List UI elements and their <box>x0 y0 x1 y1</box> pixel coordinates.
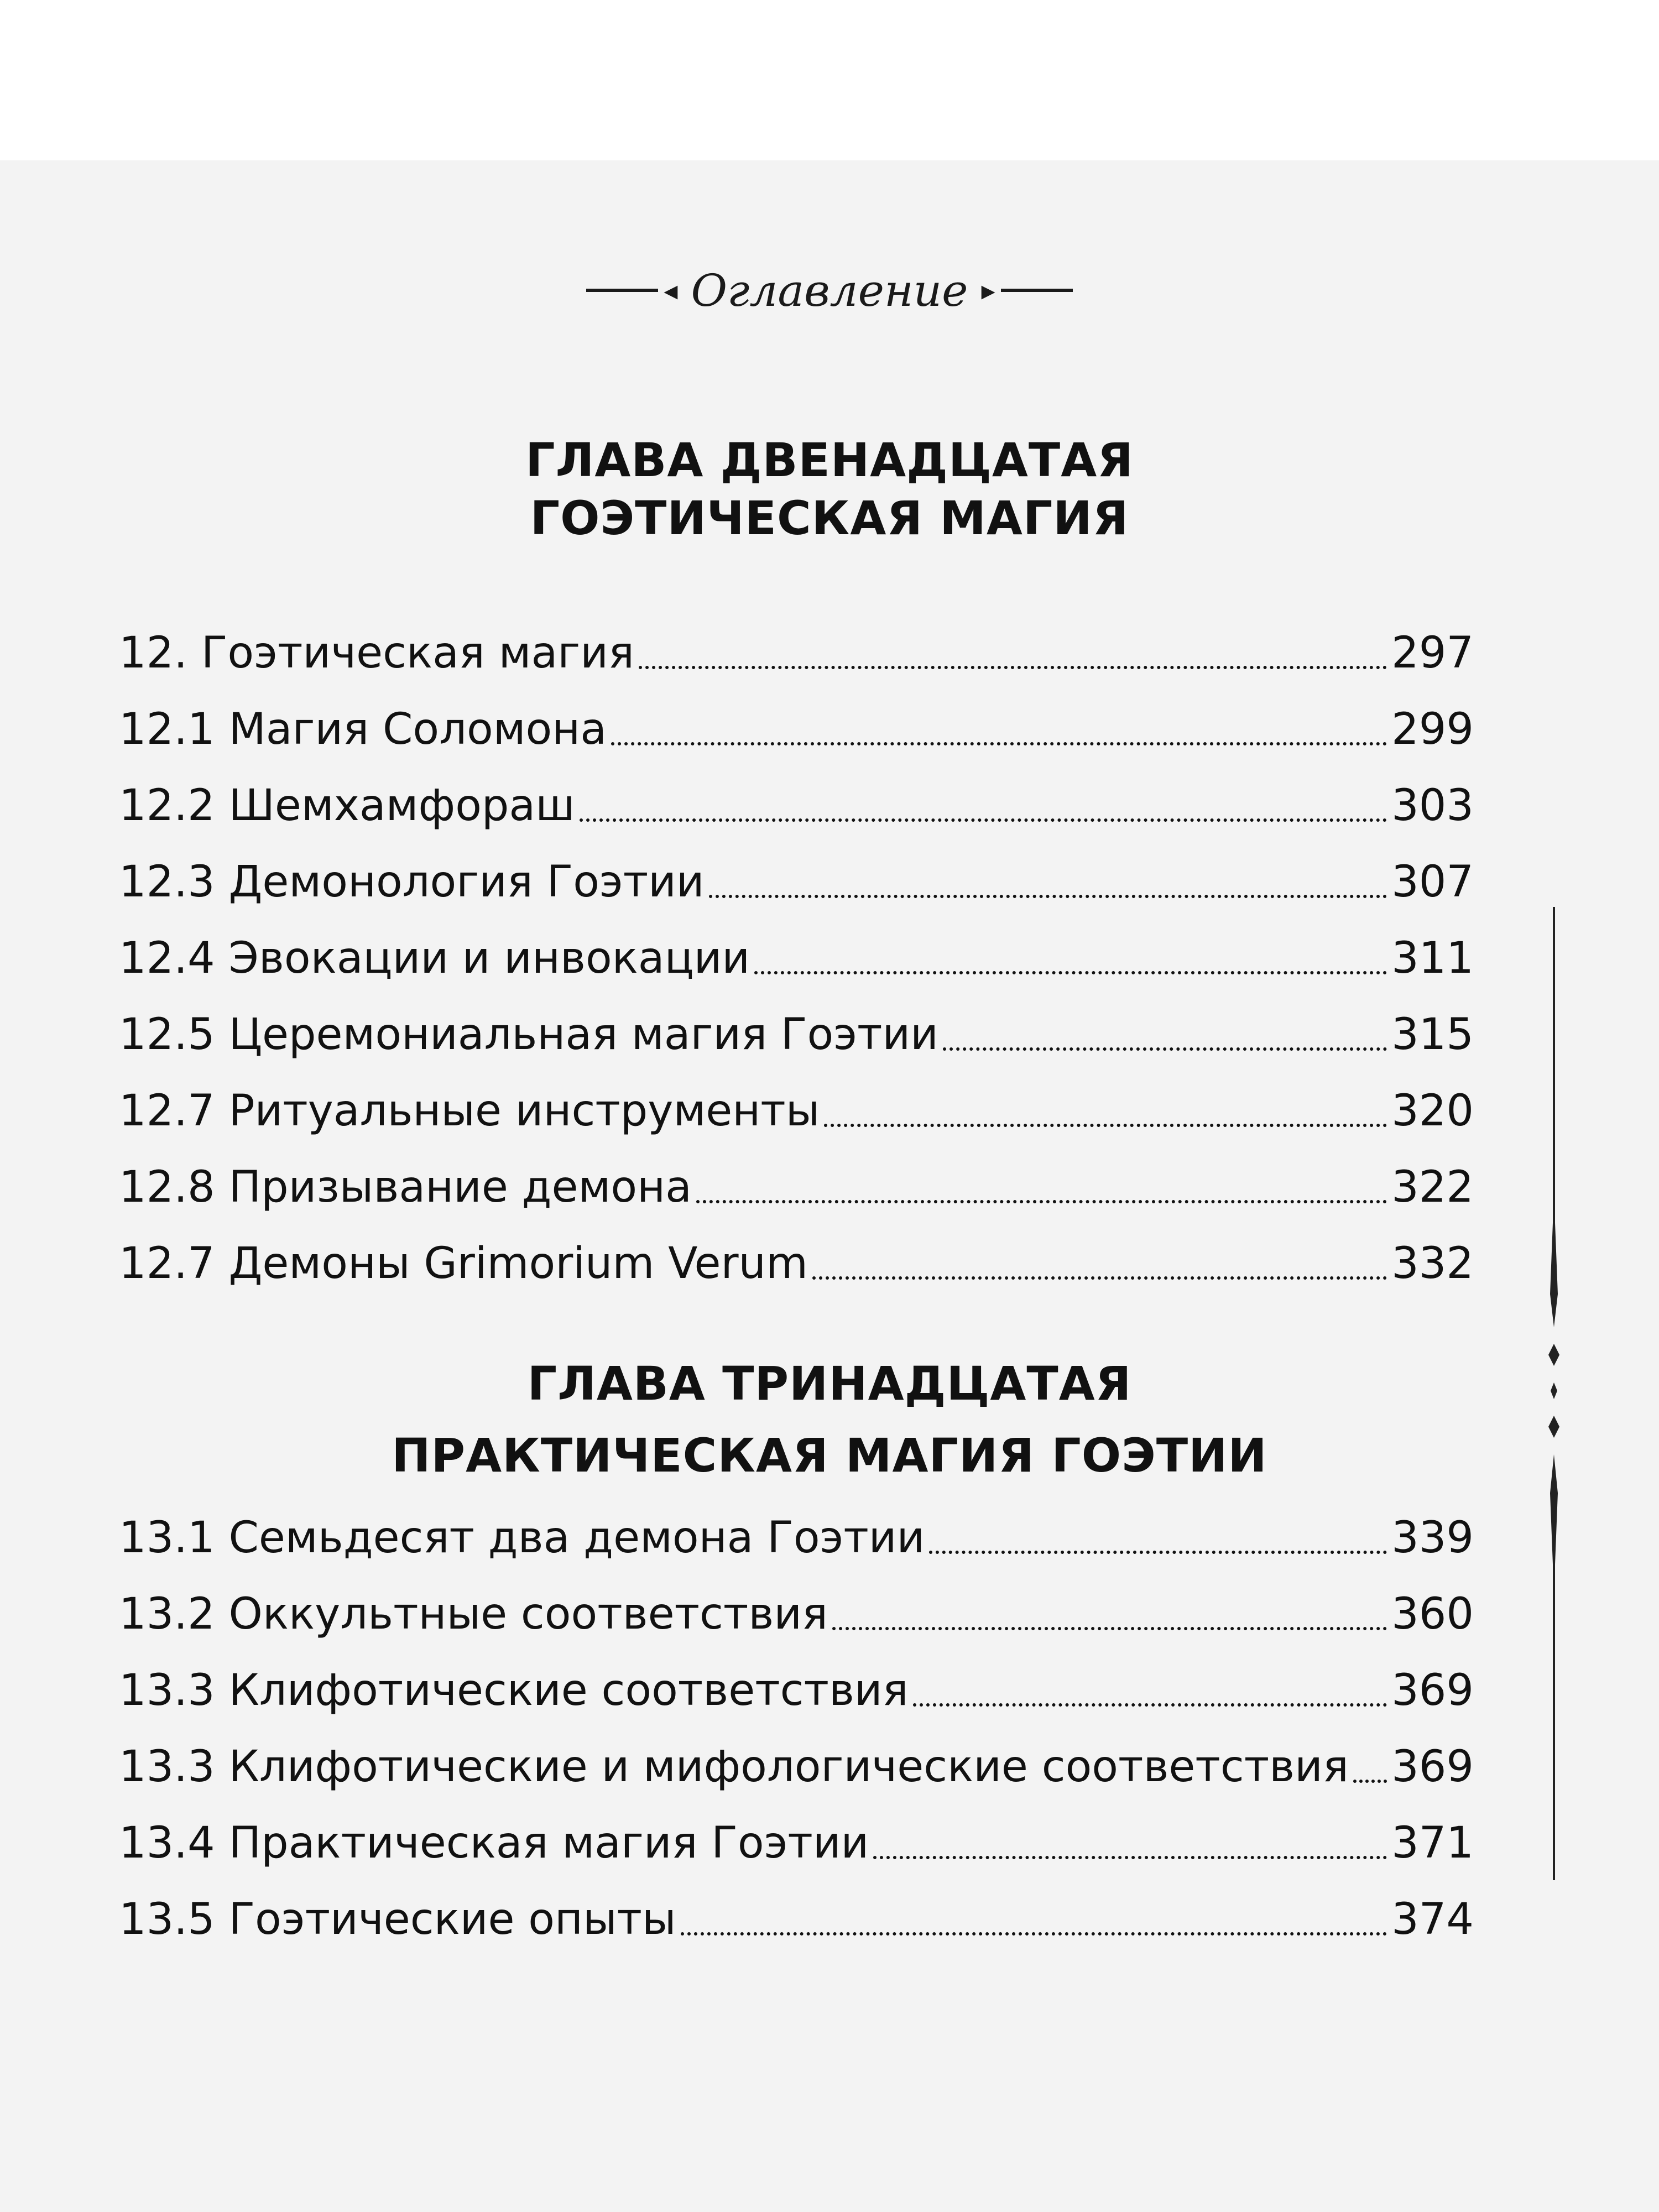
dot-leader <box>1353 1780 1387 1783</box>
toc-entry[interactable] <box>119 925 1474 983</box>
arrow-left-icon: ◂ <box>664 274 678 306</box>
dot-leader <box>639 666 1387 669</box>
toc-entry-label: 13.2 Оккультные соответствия <box>119 1589 828 1639</box>
dot-leader <box>812 1276 1387 1280</box>
chapter-subheading: ПРАКТИЧЕСКАЯ МАГИЯ ГОЭТИИ <box>392 1428 1267 1483</box>
toc-entry[interactable] <box>119 848 1474 907</box>
dot-leader <box>681 1932 1387 1936</box>
toc-entry-page: 299 <box>1391 705 1474 754</box>
toc-entry-page: 339 <box>1391 1513 1474 1563</box>
toc-entry-label: 12.3 Демонология Гоэтии <box>119 857 705 907</box>
toc-entry-page: 371 <box>1391 1818 1474 1868</box>
toc-entry[interactable] <box>119 1657 1474 1715</box>
toc-entry-page: 315 <box>1391 1010 1474 1060</box>
dot-leader <box>929 1551 1387 1554</box>
chapter-heading: ГЛАВА ДВЕНАДЦАТАЯ <box>525 433 1134 487</box>
toc-entry-page: 297 <box>1391 628 1474 678</box>
toc-entry-label: 12.7 Ритуальные инструменты <box>119 1086 820 1136</box>
toc-entry[interactable] <box>119 1077 1474 1136</box>
arrow-right-icon: ▸ <box>981 274 995 306</box>
dot-leader <box>709 895 1387 898</box>
toc-entry-label: 12.1 Магия Соломона <box>119 705 607 754</box>
toc-entry-page: 307 <box>1391 857 1474 907</box>
toc-entry[interactable] <box>119 1733 1474 1792</box>
toc-entry[interactable] <box>119 1809 1474 1868</box>
toc-entry[interactable] <box>119 772 1474 831</box>
header-rule-right <box>1001 289 1073 292</box>
dot-leader <box>611 742 1387 745</box>
toc-entry-label: 12.7 Демоны Grimorium Verum <box>119 1239 808 1288</box>
toc-entry-page: 320 <box>1391 1086 1474 1136</box>
header-rule-left <box>586 289 658 292</box>
header-title: Оглавление <box>691 264 968 316</box>
dot-leader <box>824 1124 1387 1127</box>
toc-entry-page: 369 <box>1391 1742 1474 1792</box>
toc-entry-page: 311 <box>1391 933 1474 983</box>
toc-entry-label: 13.3 Клифотические и мифологические соответствия <box>119 1742 1349 1792</box>
toc-entry-page: 360 <box>1391 1589 1474 1639</box>
toc-entry-label: 13.3 Клифотические соответствия <box>119 1666 909 1715</box>
toc-entry-page: 322 <box>1391 1162 1474 1212</box>
toc-entry-page: 332 <box>1391 1239 1474 1288</box>
toc-entry[interactable] <box>119 1001 1474 1060</box>
dot-leader <box>913 1703 1387 1707</box>
toc-entry[interactable] <box>119 1154 1474 1212</box>
toc-entry[interactable] <box>119 1580 1474 1639</box>
toc-entry-label: 12.5 Церемониальная магия Гоэтии <box>119 1010 938 1060</box>
dot-leader <box>943 1047 1387 1051</box>
toc-entry-label: 12. Гоэтическая магия <box>119 628 634 678</box>
dot-leader <box>580 818 1387 822</box>
toc-entry[interactable] <box>119 619 1474 678</box>
toc-entry-label: 12.4 Эвокации и инвокации <box>119 933 750 983</box>
running-header <box>0 260 1659 321</box>
chapter-heading: ГЛАВА ТРИНАДЦАТАЯ <box>527 1357 1132 1411</box>
toc-entry-label: 13.5 Гоэтические опыты <box>119 1895 676 1944</box>
toc-entry[interactable] <box>119 1504 1474 1563</box>
toc-entry[interactable] <box>119 696 1474 754</box>
dot-leader <box>754 971 1387 974</box>
dot-leader <box>873 1856 1387 1859</box>
toc-entry-label: 12.8 Призывание демона <box>119 1162 692 1212</box>
dot-leader <box>832 1627 1387 1630</box>
chapter-subheading: ГОЭТИЧЕСКАЯ МАГИЯ <box>530 491 1129 545</box>
toc-entry[interactable] <box>119 1886 1474 1944</box>
toc-entry-page: 303 <box>1391 781 1474 831</box>
vertical-ornament-icon <box>1543 907 1565 1880</box>
toc-entry-label: 13.1 Семьдесят два демона Гоэтии <box>119 1513 925 1563</box>
toc-entry-label: 12.2 Шемхамфораш <box>119 781 575 831</box>
toc-entry[interactable] <box>119 1230 1474 1288</box>
dot-leader <box>696 1200 1387 1203</box>
toc-entry-page: 374 <box>1391 1895 1474 1944</box>
toc-entry-label: 13.4 Практическая магия Гоэтии <box>119 1818 869 1868</box>
toc-entry-page: 369 <box>1391 1666 1474 1715</box>
